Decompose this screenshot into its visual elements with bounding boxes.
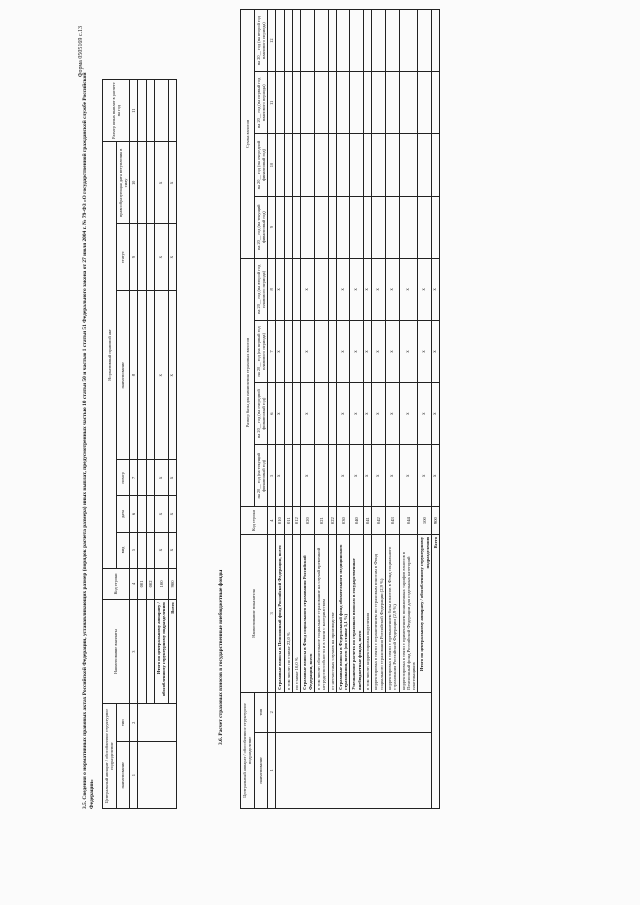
header-central-apparatus: Центральный аппарат / обособленное структурное подразделение [241,692,255,808]
indicator-label: корректировка в связи с превышением базы взносов в Фонд социального страхования Российской Федерации (2,9 %) [385,534,399,692]
indicator-label: корректировка в связи с ограничением по страховым взносам в Фонд социального страхования Российской Федерации (2,9 %) [372,534,386,692]
header-row-code: Код строки [241,507,268,535]
x-mark: x [399,383,418,445]
x-mark: x [399,320,418,382]
col-number: 10 [130,142,138,224]
table-row [328,10,336,809]
col-number: 5 [130,532,138,568]
header-year-next: на 20__ год (на очередной финансовый год) [254,383,268,445]
section-3-6-table [240,9,440,809]
table-row [364,10,372,809]
col-number: 12 [268,10,276,72]
x-mark: x [276,258,284,320]
col-number: 5 [268,445,276,507]
col-number: 4 [130,568,138,600]
x-mark: x [399,445,418,507]
col-number: 6 [268,383,276,445]
header-year-second: на 20__ год (на второй год планового периода) [254,258,268,320]
header-year-first: на 20__ год (на первый год планового периода) [254,72,268,134]
x-mark: x [364,445,372,507]
x-mark: x [350,258,364,320]
header-row-code: Код строки [103,568,130,600]
header-contrib-sum: Сумма взносов [241,10,255,259]
row-code: 021 [314,507,328,535]
header-act-name: наименование [116,290,130,459]
indicator-label: Итого по центральному аппарату / обособленному структурному подразделению [418,534,432,692]
indicator-label: Страховые взносы в Пенсионный фонд Российской Федерации, всего [276,534,284,692]
x-mark: x [276,445,284,507]
table-row [399,10,418,809]
col-number: 1 [268,732,276,808]
total-row [432,10,440,809]
row-code: 012 [293,507,301,535]
row-code: 010 [276,507,284,535]
x-mark: x [372,258,386,320]
x-mark: x [301,383,315,445]
col-number: 9 [130,224,138,291]
header-indicator: Наименование показателя [241,534,268,692]
x-mark: x [301,258,315,320]
x-mark: x [276,320,284,382]
row-code: 042 [372,507,386,535]
table-row [301,10,315,809]
indicator-label: Всего [432,534,440,808]
x-mark: x [336,445,350,507]
x-mark: x [432,445,440,507]
table-row [336,10,350,809]
x-mark: x [372,383,386,445]
x-mark: x [364,383,372,445]
x-mark: x [385,445,399,507]
x-mark: x [385,258,399,320]
x-mark: x [276,383,284,445]
x-mark: x [301,320,315,382]
table-row [385,10,399,809]
row-code: 100 [155,568,169,600]
header-name: наименование [116,742,130,809]
col-number: 9 [268,196,276,258]
table-row [314,10,328,809]
row-code: 900 [432,507,440,535]
row-code: 044 [399,507,418,535]
table-row [350,10,364,809]
table-row [284,10,292,809]
indicator-label: Страховые взносы в Фонд социального страхования Российской Федерации, всего [301,534,315,692]
x-mark: x [418,320,432,382]
col-number: 7 [130,460,138,496]
row-code: 011 [284,507,292,535]
section-3-5-table [102,79,177,809]
table-row [146,80,154,809]
header-date: дата [116,496,130,532]
header-payment-name: Наименование выплаты [103,600,130,704]
col-number: 11 [130,80,138,142]
column-numbers-row [268,10,276,809]
indicator-label: Страховые взносы в Федеральный фонд обязательного медицинского страхования, всего (по ставке 5,1 %) [336,534,350,692]
row-code: 041 [364,507,372,535]
x-mark: x [432,258,440,320]
header-type: тип [254,692,268,732]
x-mark: x [399,258,418,320]
indicator-label: от несчастных случаев на производстве [328,534,336,692]
header-normative-act: Нормативный правовой акт [103,142,117,568]
total-label: Всего [168,600,176,704]
x-mark: x [385,383,399,445]
indicator-label: по ставке 10,0 % [293,534,301,692]
row-code: 022 [328,507,336,535]
total-central-row [418,10,432,809]
x-mark: x [336,258,350,320]
table-row [293,10,301,809]
col-number: 1 [130,742,138,809]
section-3-5-title: 3.5. Сведения о нормативных правовых актах Российской Федерации, устанавливающих размер (порядок расчета размера) иных выплат, предусмотренных частью 10 статьи 50 и частью 1 статьи 51 Федерального закона от 27 июля 2004 г. № 79-ФЗ «О государственной гражданской службе Российской Федерации» [82,72,95,809]
header-central-apparatus: Центральный аппарат / обособленное структурное подразделение [103,704,117,809]
header-year-current: на 20__ год (на текущий финансовый год) [254,445,268,507]
x-mark: x [364,258,372,320]
x-mark: x [350,445,364,507]
indicator-label: в том числе: по ставке 22,0 % [284,534,292,692]
x-mark: x [336,320,350,382]
table-row [138,80,146,809]
header-year-second: на 20__ год (на второй год планового периода) [254,10,268,72]
col-number: 4 [268,507,276,535]
row-code: 040 [350,507,364,535]
header-type: тип [116,704,130,742]
indicator-label: корректировка в связи с применением пониженных тарифов взносов в Пенсионный фонд Российской Федерации для отдельных категорий плательщиков [399,534,418,692]
total-central-row: Итого по центральному аппарату / обособленному структурному подразделению 100 x x x x x x [155,80,169,809]
header-base-size: Размер базы для начисления страховых взносов [241,258,255,507]
header-legal-status: правообразующая дата вступления в силу [116,142,130,224]
indicator-label: Уменьшение расчета по страховым взносам в государственные внебюджетные фонды, всего [350,534,364,692]
row-code: 001 [138,568,146,600]
header-name: наименование [254,732,268,808]
x-mark: x [385,320,399,382]
col-number: 2 [268,692,276,732]
x-mark: x [350,320,364,382]
header-year-current: на 20__ год (на текущий финансовый год) [254,196,268,258]
row-code: 043 [385,507,399,535]
indicator-label: в том числе: обязательное социальное страхование на случай временной нетрудоспособности и в связи с материнством [314,534,328,692]
form-code: Форма 0505169 с.13 [78,26,84,78]
col-number: 3 [268,534,276,692]
row-code: 100 [418,507,432,535]
total-central-label: Итого по центральному аппарату / обособленному структурному подразделению [155,600,169,704]
x-mark: x [418,383,432,445]
x-mark: x [372,320,386,382]
row-code: 002 [146,568,154,600]
col-number: 3 [130,600,138,704]
header-payment-size: Размер иных выплат в расчете на год [103,80,130,142]
total-row: Всего 900 x x x x x x [168,80,176,809]
x-mark: x [418,445,432,507]
header-status: статус [116,224,130,291]
x-mark: x [418,258,432,320]
x-mark: x [372,445,386,507]
col-number: 7 [268,320,276,382]
header-year-first: на 20__ год (на первый год планового периода) [254,320,268,382]
x-mark: x [364,320,372,382]
row-code: 020 [301,507,315,535]
indicator-label: в том числе: корректировка округления [364,534,372,692]
x-mark: x [336,383,350,445]
table-row [372,10,386,809]
col-number: 8 [268,258,276,320]
table-row [276,10,284,809]
x-mark: x [432,320,440,382]
row-code: 900 [168,568,176,600]
col-number: 6 [130,496,138,532]
x-mark: x [301,445,315,507]
header-kind: вид [116,532,130,568]
x-mark: x [350,383,364,445]
col-number: 11 [268,72,276,134]
col-number: 8 [130,290,138,459]
row-code: 030 [336,507,350,535]
header-year-next: на 20__ год (на очередной финансовый год) [254,134,268,196]
section-3-6-title: 3.6. Расчет страховых взносов в государственные внебюджетные фонды [218,569,224,745]
x-mark: x [432,383,440,445]
header-number: номер [116,460,130,496]
column-numbers-row [130,80,138,809]
col-number: 2 [130,704,138,742]
col-number: 10 [268,134,276,196]
